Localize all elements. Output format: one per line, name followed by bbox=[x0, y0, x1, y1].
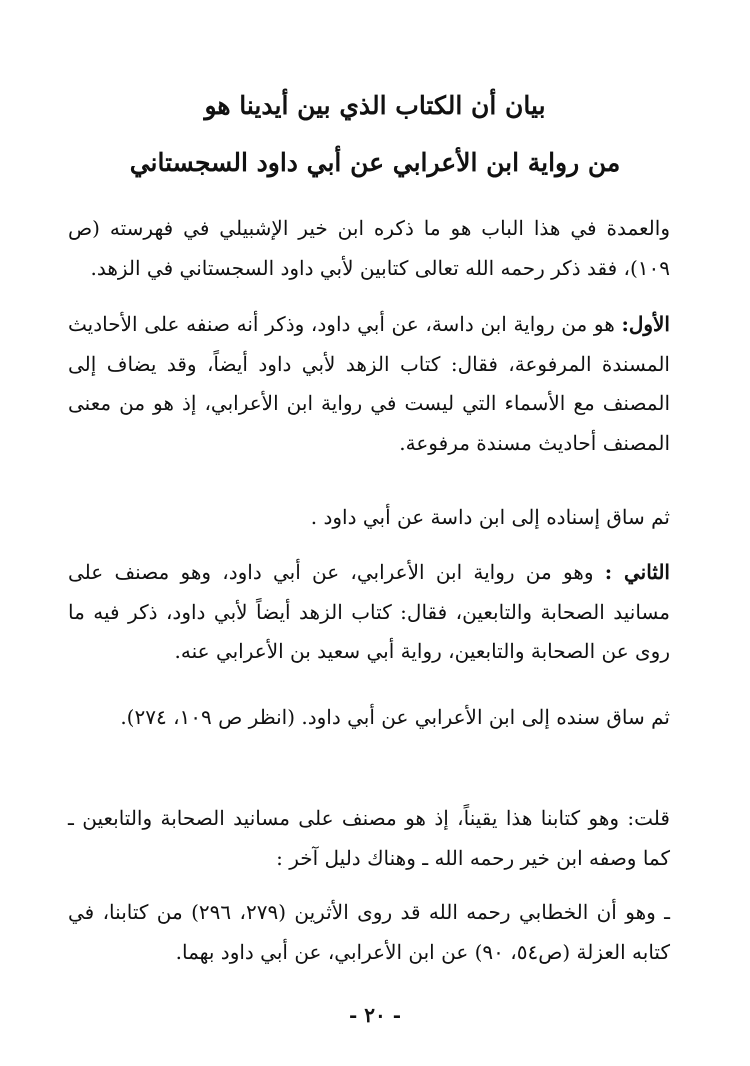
paragraph-first-book bbox=[68, 305, 670, 463]
paragraph-isnad-ibn-arabi: ثم ساق سنده إلى ابن الأعرابي عن أبي داود. (انظر ص ١٠٩، ٢٧٤). bbox=[120, 705, 670, 729]
section-title-line-1: بيان أن الكتاب الذي بين أيدينا هو bbox=[204, 91, 546, 120]
first-book-label: الأول: bbox=[621, 312, 670, 336]
paragraph-isnad-ibn-dasa: ثم ساق إسناده إلى ابن داسة عن أبي داود . bbox=[310, 505, 670, 529]
section-title-line-2: من رواية ابن الأعرابي عن أبي داود السجستاني bbox=[129, 148, 621, 177]
paragraph-intro: والعمدة في هذا الباب هو ما ذكره ابن خير الإشبيلي في فهرسته (ص ١٠٩)، فقد ذكر رحمه الله تعالى كتابين لأبي داود السجستاني في الزهد. bbox=[68, 216, 670, 280]
paragraph-khattabi-evidence: ـ وهو أن الخطابي رحمه الله قد روى الأثرين (٢٧٩، ٢٩٦) من كتابنا، في كتابه العزلة (ص٥٤، ٩٠) عن ابن الأعرابي، عن أبي داود بهما. bbox=[68, 900, 671, 964]
second-book-label: الثاني : bbox=[604, 560, 670, 584]
first-book-text: هو من رواية ابن داسة، عن أبي داود، وذكر أنه صنفه على الأحاديث المسندة المرفوعة، فقال: كتاب الزهد لأبي داود أيضاً، وقد يضاف إلى المصنف مع الأسماء التي ليست في رواية ابن الأعرابي، إذ هو من معنى المصنف أحاديث مسندة مرفوعة. bbox=[68, 312, 670, 455]
paragraph-second-book bbox=[68, 553, 670, 672]
second-book-text: وهو من رواية ابن الأعرابي، عن أبي داود، وهو مصنف على مسانيد الصحابة والتابعين، فقال: كتاب الزهد أيضاً لأبي داود، ذكر فيه ما روى عن الصحابة والتابعين، رواية أبي سعيد بن الأعرابي عنه. bbox=[68, 560, 670, 663]
paragraph-author-note: قلت: وهو كتابنا هذا يقيناً، إذ هو مصنف على مسانيد الصحابة والتابعين ـ كما وصفه ابن خير رحمه الله ـ وهناك دليل آخر : bbox=[68, 806, 670, 870]
page-number: - ٢٠ - bbox=[348, 1003, 401, 1027]
